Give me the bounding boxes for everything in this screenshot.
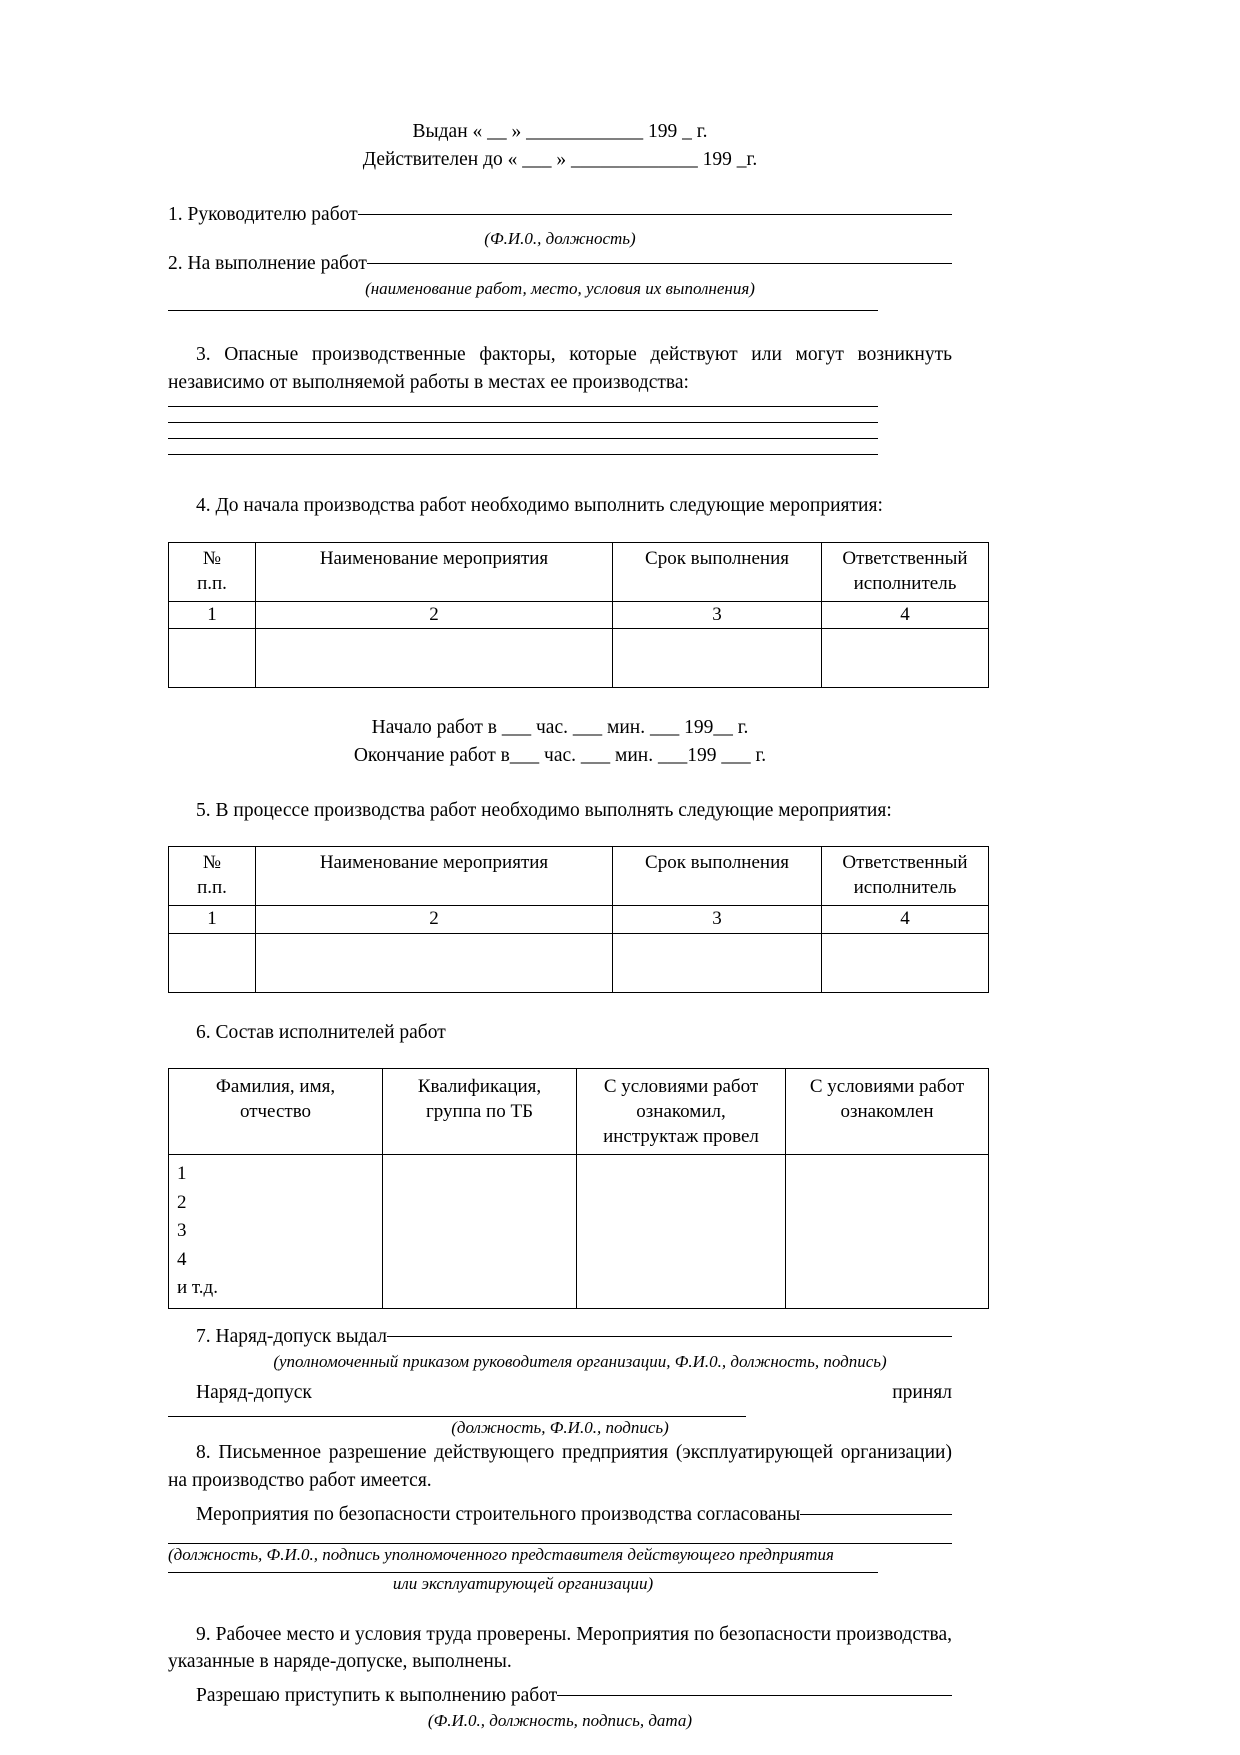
field-row-safety-measures-agreed xyxy=(168,1501,952,1529)
item1-caption: (Ф.И.0., должность) xyxy=(484,229,636,249)
item4-text: 4. До начала производства работ необходимо выполнить следующие мероприятия: xyxy=(196,495,883,517)
col-header-responsible xyxy=(822,847,989,905)
document-body xyxy=(168,118,968,1732)
table-cell-deadline[interactable] xyxy=(613,933,822,992)
col-header-qualification-sub: группа по ТБ xyxy=(426,1101,533,1123)
work-start-time-line: Начало работ в ___ час. ___ мин. ___ 199__ г. xyxy=(371,717,749,739)
item1-label: 1. Руководителю работ xyxy=(168,203,358,225)
col-header-full-name-main: Фамилия, имя, xyxy=(215,1076,336,1098)
table-header-row xyxy=(169,543,989,601)
numbering-cell-2: 2 xyxy=(256,905,613,933)
col-header-briefing-received-main: С условиями работ xyxy=(809,1076,965,1098)
col-header-number-main: № xyxy=(202,852,222,874)
table-cell-briefing-received[interactable] xyxy=(786,1155,989,1309)
item3-rule-4[interactable] xyxy=(168,454,878,455)
table-cell-qualification[interactable] xyxy=(383,1155,577,1309)
col-header-deadline: Срок выполнения xyxy=(613,543,822,601)
item7-caption: (уполномоченный приказом руководителя организации, Ф.И.0., должность, подпись) xyxy=(273,1351,887,1371)
col-header-responsible-main: Ответственный xyxy=(842,852,968,874)
work-end-time-line: Окончание работ в___ час. ___ мин. ___199 ___ г. xyxy=(353,745,767,767)
field-row-permission-to-start xyxy=(168,1682,952,1710)
valid-until-line: Действителен до « ___ » _____________ 199 _г. xyxy=(362,149,758,171)
row-index: и т.д. xyxy=(177,1277,218,1299)
issued-date-line: Выдан « __ » ____________ 199 _ г. xyxy=(412,121,708,142)
item9-permit-label: Разрешаю приступить к выполнению работ xyxy=(196,1685,558,1707)
col-header-responsible-sub: исполнитель xyxy=(853,572,957,594)
table-numbering-row xyxy=(169,601,989,629)
numbering-cell-3: 3 xyxy=(613,601,822,629)
item7-label: 7. Наряд-допуск выдал xyxy=(196,1325,388,1347)
table-row[interactable] xyxy=(169,629,989,688)
table-cell-number[interactable] xyxy=(169,933,256,992)
col-header-number xyxy=(169,847,256,905)
item5-text: 5. В процессе производства работ необходимо выполнять следующие мероприятия: xyxy=(196,799,892,821)
field-row-work-manager xyxy=(168,201,952,229)
col-header-briefing-given-by xyxy=(577,1069,786,1155)
item8-caption-1: (должность, Ф.И.0., подпись уполномоченного представителя действующего предприятия xyxy=(168,1544,834,1564)
row-index: 2 xyxy=(177,1191,187,1213)
table-cell-deadline[interactable] xyxy=(613,629,822,688)
field-row-work-scope xyxy=(168,250,952,278)
item6-text: 6. Состав исполнителей работ xyxy=(196,1021,446,1043)
table-header-row xyxy=(169,847,989,905)
field-row-permit-issued-by xyxy=(168,1323,952,1351)
col-header-briefing-received-sub: ознакомлен xyxy=(840,1101,934,1123)
item8-agreed-rule[interactable] xyxy=(800,1514,952,1515)
table-cell-number[interactable] xyxy=(169,629,256,688)
col-header-deadline: Срок выполнения xyxy=(613,847,822,905)
col-header-qualification xyxy=(383,1069,577,1155)
numbering-cell-2: 2 xyxy=(256,601,613,629)
permit-accepted-verb: принял xyxy=(892,1381,952,1403)
col-header-number-main: № xyxy=(202,548,222,570)
permit-accepted-row xyxy=(168,1379,952,1407)
col-header-measure-name: Наименование мероприятия xyxy=(256,543,613,601)
table-header-row xyxy=(169,1069,989,1155)
row-index: 4 xyxy=(177,1248,187,1270)
numbering-cell-3: 3 xyxy=(613,905,822,933)
table-cell-measure-name[interactable] xyxy=(256,933,613,992)
table-cell-briefing-given-by[interactable] xyxy=(577,1155,786,1309)
numbering-cell-1: 1 xyxy=(169,905,256,933)
table-during-work-measures xyxy=(168,846,989,992)
item2-fill-rule[interactable] xyxy=(367,263,952,264)
col-header-responsible xyxy=(822,543,989,601)
table-cell-responsible[interactable] xyxy=(822,933,989,992)
table-work-performers xyxy=(168,1068,989,1309)
numbering-cell-4: 4 xyxy=(822,905,989,933)
col-header-briefing-given-by-sub: ознакомил, xyxy=(636,1101,726,1123)
item8-agreed-label: Мероприятия по безопасности строительного производства согласованы xyxy=(196,1503,801,1525)
col-header-full-name xyxy=(169,1069,383,1155)
item9-text: 9. Рабочее место и условия труда проверены. Мероприятия по безопасности производства, указанные в наряде-допуске, выполнены. xyxy=(168,1623,952,1673)
table-cell-measure-name[interactable] xyxy=(256,629,613,688)
item3-rule-3[interactable] xyxy=(168,438,878,439)
row-index: 1 xyxy=(177,1163,187,1185)
col-header-briefing-given-by-sub2: инструктаж провел xyxy=(603,1126,759,1148)
item3-text: 3. Опасные производственные факторы, которые действуют или могут возникнуть независимо от выполняемой работы в местах ее производства: xyxy=(168,344,952,393)
col-header-qualification-main: Квалификация, xyxy=(417,1076,542,1098)
col-header-briefing-received xyxy=(786,1069,989,1155)
col-header-number-sub: п.п. xyxy=(197,877,227,899)
item8-text: 8. Письменное разрешение действующего предприятия (эксплуатирующей организации) на производство работ имеется. xyxy=(168,1442,952,1492)
col-header-number xyxy=(169,543,256,601)
item3-blank-lines xyxy=(168,406,952,455)
table-cell-responsible[interactable] xyxy=(822,629,989,688)
table-cell-row-indices xyxy=(169,1155,383,1309)
item8-caption-2: или эксплуатирующей организации) xyxy=(392,1573,654,1593)
table-row[interactable] xyxy=(169,933,989,992)
table-pre-work-measures xyxy=(168,542,989,688)
table-row[interactable] xyxy=(169,1155,989,1309)
item7-fill-rule[interactable] xyxy=(387,1336,952,1337)
table-numbering-row xyxy=(169,905,989,933)
numbering-cell-4: 4 xyxy=(822,601,989,629)
item2-label: 2. На выполнение работ xyxy=(168,253,367,275)
item2-caption: (наименование работ, место, условия их выполнения) xyxy=(365,279,755,298)
item7-caption-2: (должность, Ф.И.0., подпись) xyxy=(451,1418,669,1438)
permit-accepted-label: Наряд-допуск xyxy=(196,1381,312,1403)
col-header-responsible-main: Ответственный xyxy=(842,548,968,570)
row-index: 3 xyxy=(177,1220,187,1242)
numbering-cell-1: 1 xyxy=(169,601,256,629)
col-header-responsible-sub: исполнитель xyxy=(853,877,957,899)
item1-fill-rule[interactable] xyxy=(358,214,952,215)
item9-caption: (Ф.И.0., должность, подпись, дата) xyxy=(427,1710,693,1730)
col-header-full-name-sub: отчество xyxy=(239,1101,312,1123)
item9-fill-rule[interactable] xyxy=(557,1695,952,1696)
item3-rule-2[interactable] xyxy=(168,422,878,423)
item3-rule-1[interactable] xyxy=(168,406,878,407)
col-header-measure-name: Наименование мероприятия xyxy=(256,847,613,905)
col-header-briefing-given-by-main: С условиями работ xyxy=(603,1076,759,1098)
col-header-number-sub: п.п. xyxy=(197,572,227,594)
